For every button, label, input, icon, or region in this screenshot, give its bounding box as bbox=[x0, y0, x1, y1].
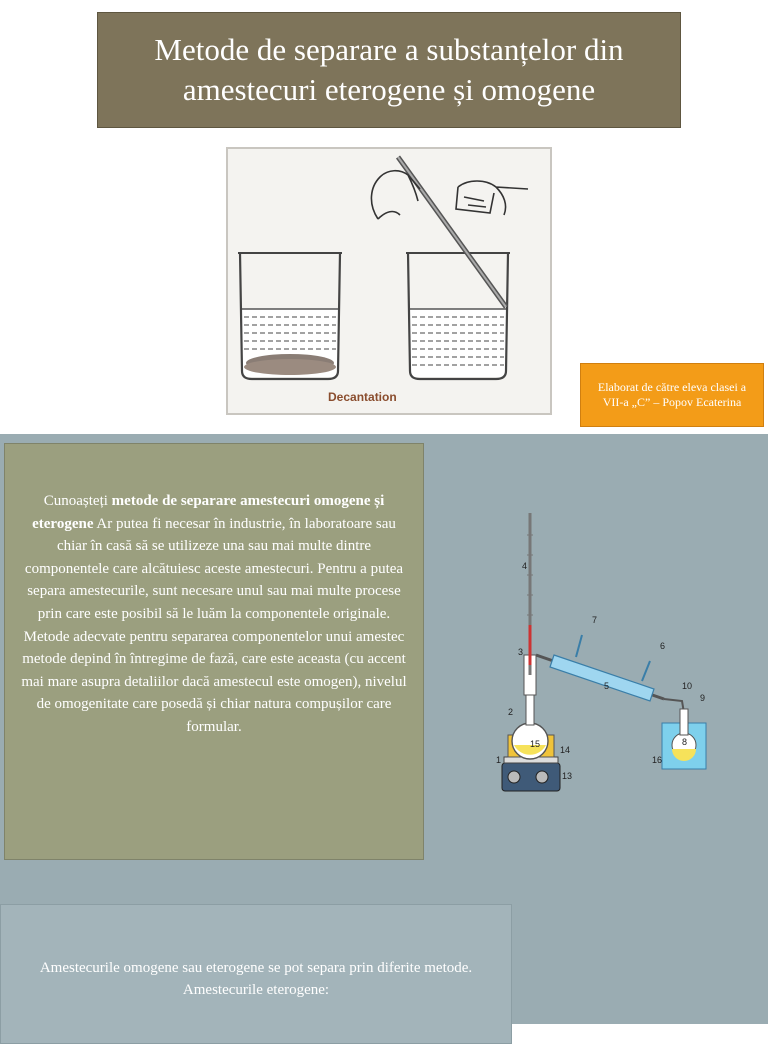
label-4: 4 bbox=[522, 561, 528, 571]
decantation-illustration bbox=[228, 149, 550, 413]
bottom-text-card bbox=[0, 904, 512, 1044]
label-15: 15 bbox=[530, 739, 541, 749]
label-7: 7 bbox=[592, 615, 598, 625]
distillation-apparatus bbox=[494, 505, 716, 797]
intro-text-rest: Ar putea fi necesar în industrie, în laboratoare sau chiar în casă să se utilizeze una sau mai multe dintre componentele care alcătuiesc aceste amestecuri. Pentru a putea separa amestecurile, sunt necesare unul sau mai multe procese prin care este posibil să le luăm la componentele originale. bbox=[24, 515, 404, 622]
label-14: 14 bbox=[560, 745, 571, 755]
label-5: 5 bbox=[604, 681, 610, 691]
right-beaker bbox=[406, 253, 510, 379]
distillation-head bbox=[524, 513, 536, 695]
label-8: 8 bbox=[682, 737, 688, 747]
intro-text-start: Cunoașteți bbox=[43, 493, 112, 509]
label-1: 1 bbox=[496, 755, 502, 765]
decantation-figure bbox=[226, 147, 552, 415]
intro-text-bold: metode de separare amestecuri omogene și eterogene bbox=[32, 493, 385, 532]
author-credit bbox=[580, 363, 764, 427]
label-3: 3 bbox=[518, 647, 524, 657]
left-beaker bbox=[238, 253, 342, 379]
page-title bbox=[97, 12, 681, 128]
bottom-line-2: Amestecurile eterogene: bbox=[182, 982, 330, 998]
author-credit-text: Elaborat de către eleva clasei a VII-a „C” – Popov Ecaterina bbox=[597, 380, 747, 409]
decantation-caption: Decantation bbox=[328, 390, 397, 404]
intro-text-paragraph-2: Metode adecvate pentru separarea componentelor unui amestec metode depind în întregime de fază, care este aceasta (cu accent mai mare asupra detaliilor dacă amestecul este omogen), nivelul de omogenitate care posedă și chiar natura compușilor care formular. bbox=[21, 628, 407, 735]
boiling-flask bbox=[512, 693, 548, 759]
label-10: 10 bbox=[682, 681, 693, 691]
label-13: 13 bbox=[562, 771, 573, 781]
label-9: 9 bbox=[700, 693, 706, 703]
intro-text-card bbox=[4, 443, 424, 860]
label-2: 2 bbox=[508, 707, 514, 717]
bottom-line-1: Amestecurile omogene sau eterogene se pot separa prin diferite metode. bbox=[39, 960, 473, 976]
label-6: 6 bbox=[660, 641, 666, 651]
hands-drawing bbox=[371, 171, 528, 219]
page-title-text: Metode de separare a substanțelor din amestecuri eterogene și omogene bbox=[154, 32, 624, 107]
label-16: 16 bbox=[652, 755, 663, 765]
